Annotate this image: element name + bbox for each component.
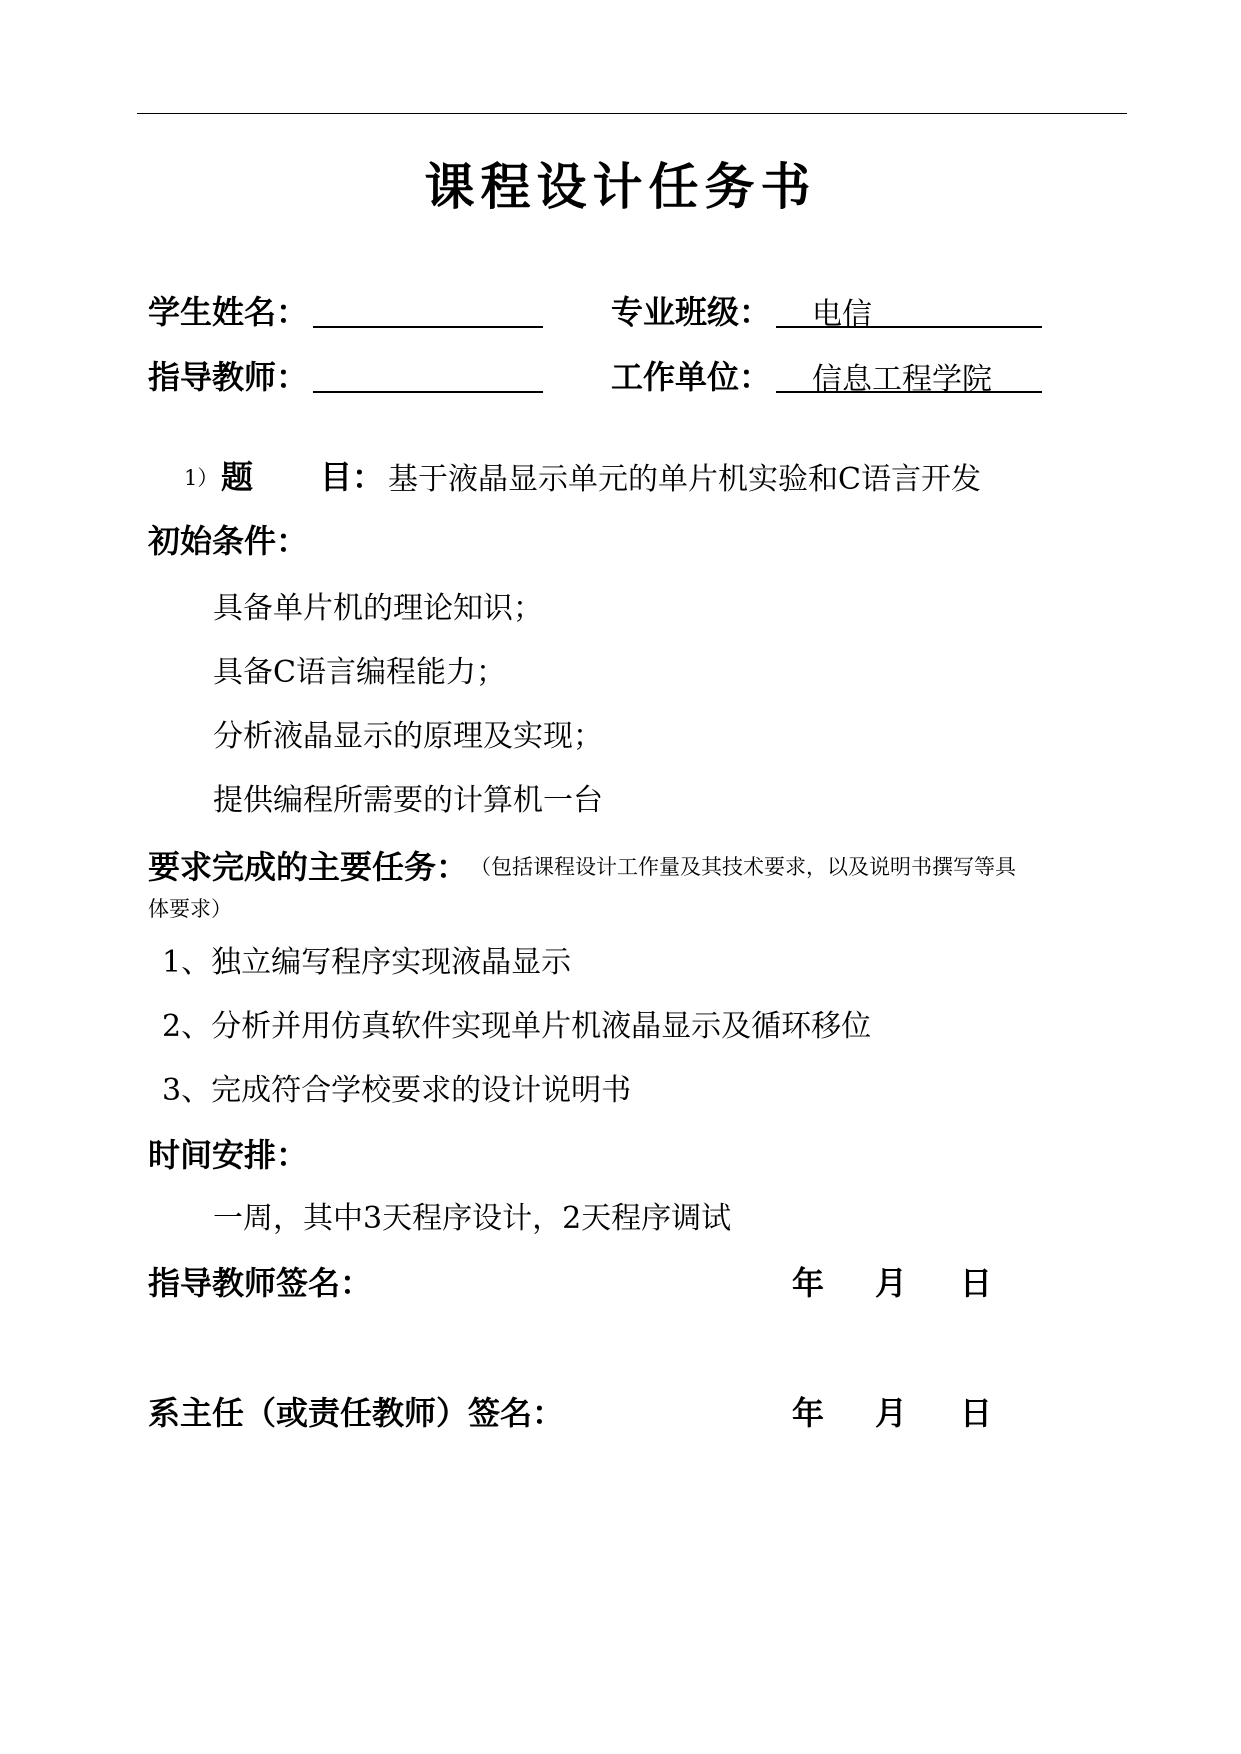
dept-head-signature-day: 日 xyxy=(960,1394,993,1432)
topic-value: 基于液晶显示单元的单片机实验和C语言开发 xyxy=(388,462,981,497)
advisor-signature-month: 月 xyxy=(875,1264,908,1302)
main-tasks-note-line2: 体要求） xyxy=(148,897,232,921)
topic-label-second: 目： xyxy=(320,458,385,496)
schedule-heading: 时间安排： xyxy=(148,1136,309,1174)
advisor-underline xyxy=(313,391,543,393)
schedule-text: 一周，其中3天程序设计，2天程序调试 xyxy=(213,1201,732,1236)
initial-condition-item: 具备单片机的理论知识； xyxy=(213,591,543,626)
topic-number: 1） xyxy=(184,466,219,490)
advisor-signature-label: 指导教师签名： xyxy=(148,1264,373,1302)
page-title: 课程设计任务书 xyxy=(424,157,817,216)
main-task-item: 1、独立编写程序实现液晶显示 xyxy=(162,945,572,980)
dept-head-signature-month: 月 xyxy=(875,1394,908,1432)
advisor-signature-day: 日 xyxy=(960,1264,993,1302)
main-task-item: 2、分析并用仿真软件实现单片机液晶显示及循环移位 xyxy=(162,1009,872,1044)
main-tasks-heading: 要求完成的主要任务： xyxy=(148,848,469,886)
advisor-label: 指导教师： xyxy=(148,358,309,396)
major-class-label: 专业班级： xyxy=(611,293,772,331)
dept-head-signature-year: 年 xyxy=(792,1394,825,1432)
work-unit-label: 工作单位： xyxy=(611,358,772,396)
work-unit-value: 信息工程学院 xyxy=(812,362,992,397)
initial-condition-item: 提供编程所需要的计算机一台 xyxy=(213,783,603,818)
topic-label-first: 题 xyxy=(221,458,254,496)
advisor-signature-year: 年 xyxy=(792,1264,825,1302)
main-task-item: 3、完成符合学校要求的设计说明书 xyxy=(162,1073,632,1108)
main-tasks-note-line1: （包括课程设计工作量及其技术要求，以及说明书撰写等具 xyxy=(470,855,1016,879)
dept-head-signature-label: 系主任（或责任教师）签名： xyxy=(148,1394,565,1432)
initial-condition-item: 具备C语言编程能力； xyxy=(213,655,506,690)
initial-conditions-heading: 初始条件： xyxy=(148,522,309,560)
student-name-underline xyxy=(313,326,543,328)
header-rule xyxy=(137,113,1127,114)
major-class-value: 电信 xyxy=(812,297,872,332)
initial-condition-item: 分析液晶显示的原理及实现； xyxy=(213,719,603,754)
student-name-label: 学生姓名： xyxy=(148,293,309,331)
